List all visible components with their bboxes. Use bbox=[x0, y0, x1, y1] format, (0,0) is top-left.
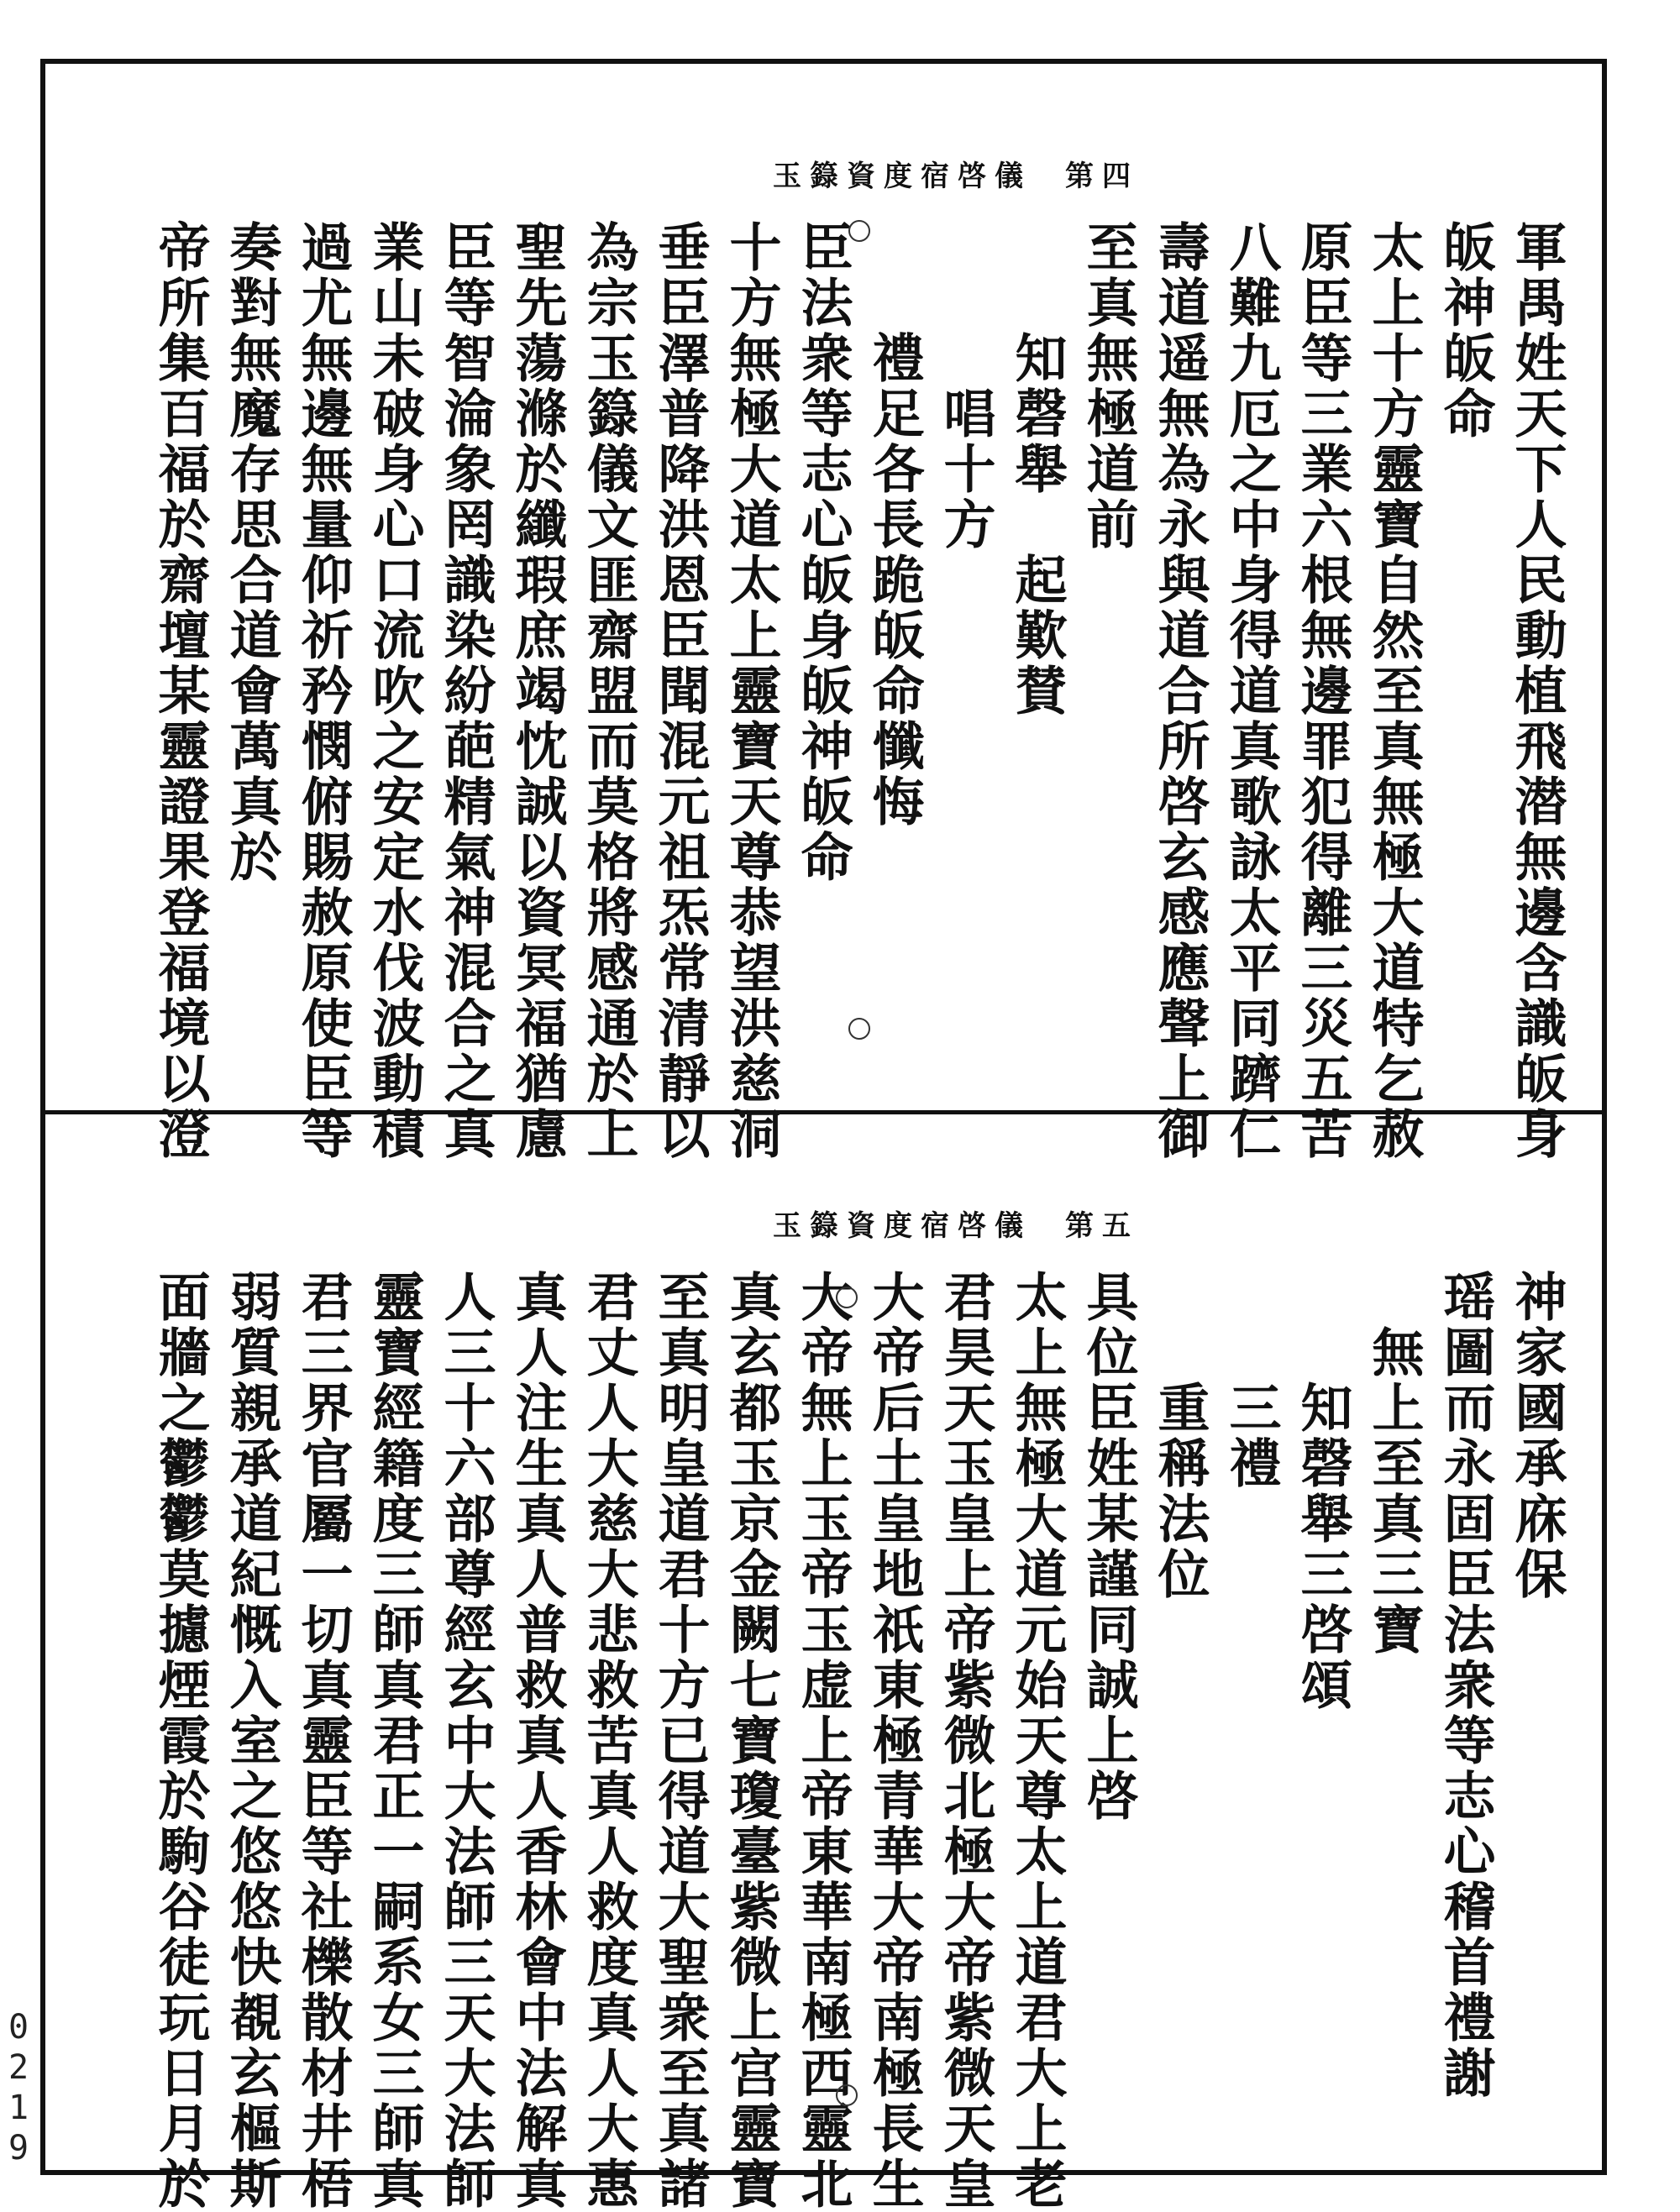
text-column bbox=[787, 220, 858, 1093]
column-text: 知磬舉三啓頌 bbox=[1292, 1381, 1353, 1713]
column-text: 臣等智淪象罔識染紛葩精氣神混合之真 bbox=[435, 220, 496, 1162]
text-column bbox=[287, 1270, 359, 2212]
text-column bbox=[144, 220, 216, 1162]
text-column bbox=[1001, 1270, 1073, 2212]
text-column bbox=[858, 220, 930, 1093]
column-text: 重稱法位 bbox=[1149, 1381, 1210, 1602]
text-column bbox=[644, 1270, 716, 2212]
text-column bbox=[1501, 220, 1572, 1162]
upper-page bbox=[50, 69, 1596, 1162]
text-columns bbox=[144, 1270, 1572, 2212]
column-text: 原臣等三業六根無邊罪犯得離三災五苦 bbox=[1292, 220, 1353, 1162]
text-column bbox=[1215, 220, 1287, 1162]
column-text: 皈神皈命 bbox=[1435, 220, 1496, 442]
text-column bbox=[359, 1270, 430, 2212]
header-title: 玉籙資度宿啓儀 bbox=[773, 1209, 1032, 1243]
text-column bbox=[716, 1270, 787, 2212]
text-column bbox=[430, 220, 501, 1162]
text-column bbox=[573, 220, 644, 1162]
column-text: 三禮 bbox=[1221, 1381, 1282, 1491]
text-column bbox=[144, 1270, 216, 2212]
column-text: 臣法衆等志心皈身皈神皈命 bbox=[792, 220, 853, 885]
text-column bbox=[1501, 1270, 1572, 2160]
column-text: 垂臣澤普降洪恩臣聞混元祖炁常清靜以 bbox=[649, 220, 711, 1162]
column-text: 無上至真三寶 bbox=[1363, 1325, 1425, 1658]
column-text: 唱十方 bbox=[935, 386, 996, 553]
column-text: 為宗玉籙儀文匪齋盟而莫格將感通於上 bbox=[578, 220, 639, 1162]
page-number-digit: 2 bbox=[8, 2048, 29, 2087]
column-text: 十方無極大道太上靈寶天尊恭望洪慈洞 bbox=[721, 220, 782, 1162]
column-text: 君昊天玉皇上帝紫微北極大帝紫微天皇 bbox=[935, 1270, 996, 2212]
text-column bbox=[644, 220, 716, 1162]
column-text: 真玄都玉京金闕七寶瓊臺紫微上宫靈寶 bbox=[721, 1270, 782, 2212]
text-column bbox=[287, 220, 359, 1162]
column-text: 大帝無上玉帝玉虚上帝東華南極西靈北 bbox=[792, 1270, 853, 2212]
text-column bbox=[930, 1270, 1001, 2212]
text-column bbox=[430, 1270, 501, 2212]
column-text: 面牆之鬱鬱莫攄煙霞於駒谷徒玩日月於 bbox=[150, 1270, 211, 2212]
text-column bbox=[1430, 1270, 1501, 2160]
text-column bbox=[573, 1270, 644, 2212]
text-column bbox=[1287, 1270, 1358, 2160]
column-text: 太上無極大道元始天尊太上道君大上老 bbox=[1006, 1270, 1068, 2212]
text-column bbox=[216, 220, 287, 1093]
text-column bbox=[716, 220, 787, 1162]
column-text: 神家國承庥保 bbox=[1506, 1270, 1567, 1602]
column-text: 至真無極道前 bbox=[1078, 220, 1139, 553]
column-text: 人三十六部尊經玄中大法師三天大法師 bbox=[435, 1270, 496, 2212]
text-column bbox=[1430, 220, 1501, 1093]
page-number-digit: 9 bbox=[8, 2129, 29, 2167]
header-page-number: 第五 bbox=[1065, 1209, 1139, 1243]
page-header bbox=[773, 153, 1139, 194]
column-text: 真人注生真人普救真人香林會中法解真 bbox=[507, 1270, 568, 2212]
column-text: 靈寶經籍度三師真君正一嗣系女三師真 bbox=[364, 1270, 425, 2212]
circle-marker bbox=[836, 1287, 858, 1308]
column-text: 過尤無邊無量仰祈矜憫俯賜赦原使臣等 bbox=[292, 220, 354, 1162]
text-column bbox=[1001, 220, 1073, 1093]
column-text: 至真明皇道君十方已得道大聖衆至真諸 bbox=[649, 1270, 711, 2212]
text-column bbox=[1073, 220, 1144, 1093]
column-text: 帝所集百福於齋壇某靈證果登福境以澄 bbox=[150, 220, 211, 1162]
column-text: 奏對無魔存思合道會萬真於 bbox=[221, 220, 282, 885]
circle-marker bbox=[848, 1018, 870, 1040]
page-header bbox=[773, 1203, 1139, 1244]
column-text: 瑶圖而永固臣法衆等志心稽首禮謝 bbox=[1435, 1270, 1496, 2101]
text-column bbox=[858, 1270, 930, 2212]
text-columns bbox=[144, 220, 1572, 1162]
lower-page bbox=[50, 1119, 1596, 2212]
text-column bbox=[1287, 220, 1358, 1162]
column-text: 八難九厄之中身得道真歌詠太平同躋仁 bbox=[1221, 220, 1282, 1162]
column-text: 弱質親承道紀慨入室之悠悠快覩玄樞斯 bbox=[221, 1270, 282, 2212]
column-text: 禮足各長跪皈命懺悔 bbox=[864, 331, 925, 830]
column-text: 壽道遥無為永與道合所啓玄感應聲上御 bbox=[1149, 220, 1210, 1162]
text-column bbox=[930, 220, 1001, 1093]
column-text: 知磬舉 起歎賛 bbox=[1006, 331, 1068, 719]
text-column bbox=[1358, 220, 1430, 1162]
page-number-digit: 1 bbox=[8, 2089, 29, 2127]
column-text: 軍禺姓天下人民動植飛潜無邊含識皈身 bbox=[1506, 220, 1567, 1162]
column-text: 聖先蕩滌於纖瑕庶竭忱誠以資冥福猶慮 bbox=[507, 220, 568, 1162]
text-column bbox=[216, 1270, 287, 2212]
column-text: 大帝后土皇地祇東極青華大帝南極長生 bbox=[864, 1270, 925, 2212]
text-column bbox=[1144, 220, 1215, 1162]
page-number-digit: 0 bbox=[8, 2008, 29, 2047]
text-column bbox=[1358, 1270, 1430, 2160]
column-text: 太上十方靈寶自然至真無極大道特乞赦 bbox=[1363, 220, 1425, 1162]
circle-marker bbox=[848, 220, 870, 242]
text-column bbox=[359, 220, 430, 1162]
text-column bbox=[1144, 1270, 1215, 2160]
text-column bbox=[501, 220, 573, 1162]
text-column bbox=[501, 1270, 573, 2212]
circle-marker bbox=[836, 2084, 858, 2106]
text-column bbox=[1073, 1270, 1144, 2160]
header-title: 玉籙資度宿啓儀 bbox=[773, 160, 1032, 193]
column-text: 君三界官屬一切真靈臣等社櫟散材井梧 bbox=[292, 1270, 354, 2212]
column-text: 具位臣姓某謹同誠上啓 bbox=[1078, 1270, 1139, 1824]
column-text: 君丈人大慈大悲救苦真人救度真人大惠 bbox=[578, 1270, 639, 2212]
header-page-number: 第四 bbox=[1065, 160, 1139, 193]
archive-page-number bbox=[2, 2007, 35, 2168]
column-text: 業山未破身心口流吹之安定水伐波動積 bbox=[364, 220, 425, 1162]
text-column bbox=[787, 1270, 858, 2212]
text-column bbox=[1215, 1270, 1287, 2160]
